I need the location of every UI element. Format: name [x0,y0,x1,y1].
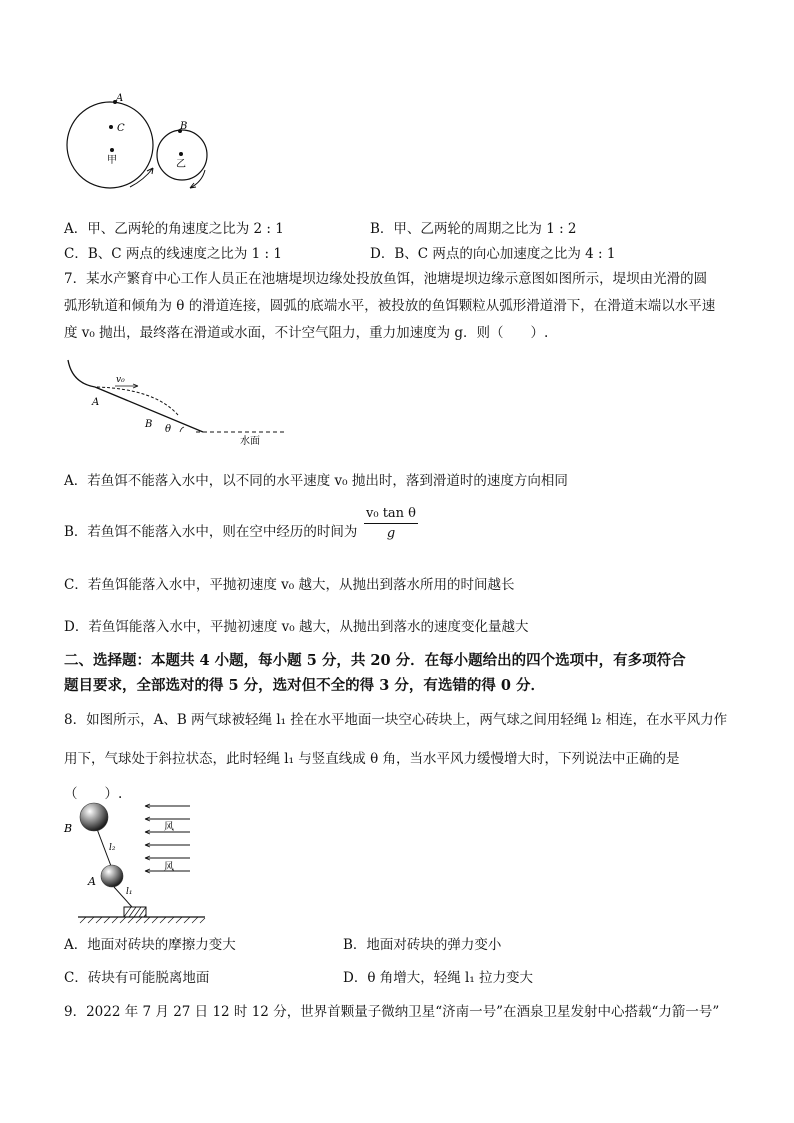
q6-option-a: A．甲、乙两轮的角速度之比为 2 : 1 [64,221,284,237]
q7-option-c: C．若鱼饵能落入水中，平抛初速度 v₀ 越大，从抛出到落水所用的时间越长 [64,577,515,593]
q8-option-a: A．地面对砖块的摩擦力变大 [64,937,236,953]
q7-stem-line1: 7．某水产繁育中心工作人员正在池塘堤坝边缘处投放鱼饵，池塘堤坝边缘示意图如图所示，堤坝由光滑的圆 [64,271,708,287]
label-yi: 乙 [176,159,186,170]
q6-option-c: C．B、C 两点的线速度之比为 1 : 1 [64,246,282,262]
q7-option-d: D．若鱼饵能落入水中，平抛初速度 v₀ 越大，从抛出到落水的速度变化量越大 [64,619,529,635]
q8-stem-line3: （ ）. [64,786,123,802]
q7-stem-line2: 弧形轨道和倾角为 θ 的滑道连接，圆弧的底端水平，被投放的鱼饵颗粒从弧形滑道滑下，在滑道末端以水平速 [64,298,716,314]
label-b: B [180,121,188,132]
q7-option-b-fraction [364,506,418,541]
label-a: A [116,93,124,104]
label-jia: 甲 [107,155,117,166]
label-v0: v₀ [116,375,125,385]
q9-stem-line1: 9．2022 年 7 月 27 日 12 时 12 分，世界首颗量子微纳卫星“济南一号”在酒泉卫星发射中心搭载“力箭一号” [64,1004,720,1020]
q7-option-a: A．若鱼饵不能落入水中，以不同的水平速度 v₀ 抛出时，落到滑道时的速度方向相同 [64,473,568,489]
q8-stem-line1: 8．如图所示，A、B 两气球被轻绳 l₁ 拴在水平地面一块空心砖块上，两气球之间用轻绳 l₂ 相连，在水平风力作 [64,712,728,728]
label-l2: l₂ [109,843,116,853]
label-water: 水面 [240,436,260,447]
label-a: A [92,397,100,408]
q6-option-d: D．B、C 两点的向心加速度之比为 4 : 1 [370,246,616,262]
fraction-numerator: v₀ tan θ [364,506,418,524]
q7-option-b: B．若鱼饵不能落入水中，则在空中经历的时间为 [64,524,358,540]
theta-arc [180,427,184,432]
slide-figure [60,355,290,450]
section2-heading-line2: 题目要求，全部选对的得 5 分，选对但不全的得 3 分，有选错的得 0 分． [64,677,546,694]
section2-heading-line1: 二、选择题：本题共 4 小题，每小题 5 分，共 20 分．在每小题给出的四个选项中，有多项符合 [64,652,686,669]
label-wind-2: 风 [164,862,174,873]
label-c: C [117,123,125,134]
q8-stem-line2: 用下，气球处于斜拉状态，此时轻绳 l₁ 与竖直线成 θ 角，当水平风力缓慢增大时，下列说法中正确的是 [64,751,680,767]
fraction-denominator: g [386,526,396,541]
center-jia [110,148,114,152]
wheels-figure [60,90,220,200]
arc-track [68,360,95,387]
trajectory [97,387,178,415]
q8-option-c: C．砖块有可能脱离地面 [64,970,210,986]
q6-option-b: B．甲、乙两轮的周期之比为 1 : 2 [370,221,577,237]
rotation-arrow-jia [130,168,153,187]
q8-option-b: B．地面对砖块的弹力变小 [343,937,502,953]
label-l1: l₁ [126,887,133,897]
wheel-jia [67,102,153,188]
point-c [109,125,113,129]
q7-stem-line3: 度 v₀ 抛出，最终落在滑道或水面，不计空气阻力，重力加速度为 g．则（ ）. [64,325,549,341]
balloon-b [80,803,108,831]
label-wind-1: 风 [164,822,174,833]
label-a: A [88,875,96,888]
ground-hatch [80,917,205,923]
center-yi [179,152,183,156]
q8-option-d: D．θ 角增大，轻绳 l₁ 拉力变大 [343,970,534,986]
label-theta: θ [165,424,172,435]
balloon-a [101,865,123,887]
balloons-figure [60,795,220,930]
label-b: B [145,419,153,430]
label-b: B [64,822,73,835]
